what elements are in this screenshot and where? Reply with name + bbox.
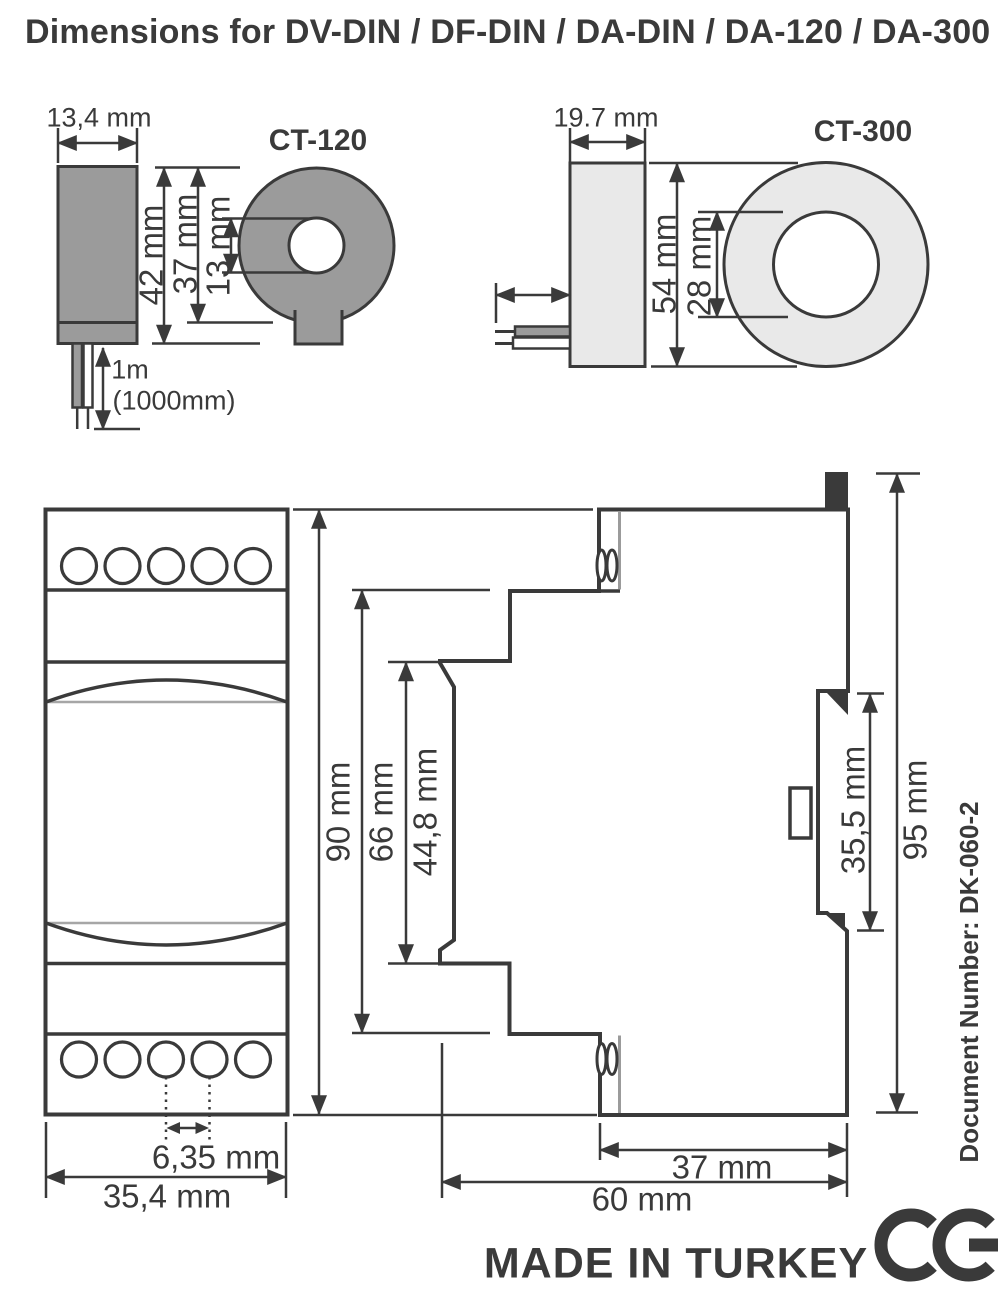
ct300-front-view <box>724 163 928 367</box>
ct120-ring-outer-label: 37 mm <box>166 193 204 295</box>
din-latch <box>790 788 811 838</box>
terminal-holes-top <box>62 549 271 584</box>
module-total-height-label: 95 mm <box>896 759 934 861</box>
ct120-ring-inner-label: 13 mm <box>199 195 237 297</box>
ct120-width-label: 13,4 mm <box>46 102 152 133</box>
page-title: Dimensions for DV-DIN / DF-DIN / DA-DIN / DA-120 / DA-300 <box>25 13 991 51</box>
document-number: Document Number: DK-060-2 <box>954 801 984 1163</box>
ct120-cable-length-label: 1m <box>111 354 149 385</box>
module-din-recess-label: 35,5 mm <box>834 745 872 875</box>
module-total-depth-label: 60 mm <box>591 1180 693 1218</box>
module-front-width-label: 35,4 mm <box>102 1177 232 1215</box>
ce-mark-icon <box>881 1215 998 1275</box>
module-side-view <box>440 472 848 1115</box>
ct120-cable-length-alt-label: (1000mm) <box>112 385 236 416</box>
module-front-height-label: 90 mm <box>319 761 357 863</box>
din-clip-top <box>825 472 848 511</box>
module-label-height-label: 44,8 mm <box>406 747 444 877</box>
ct120-height-label: 42 mm <box>132 204 170 306</box>
ct120-name: CT-120 <box>268 124 368 157</box>
module-rail-depth-label: 37 mm <box>671 1148 773 1186</box>
din-hook-upper <box>827 693 848 715</box>
module-front-view <box>46 510 288 1115</box>
ct300-width-label: 19.7 mm <box>553 102 659 133</box>
terminal-holes-bottom <box>62 1042 271 1077</box>
ct300-ring-inner-label: 28 mm <box>680 215 718 317</box>
ct120-front-view <box>239 168 394 344</box>
ct300-side-view <box>495 163 645 367</box>
module-mid-height-label: 66 mm <box>362 761 400 863</box>
ct300-name: CT-300 <box>813 115 913 148</box>
ct300-ring-outer-label: 54 mm <box>645 213 683 315</box>
module-terminal-pitch-label: 6,35 mm <box>151 1138 281 1176</box>
made-in-label: MADE IN TURKEY <box>483 1239 869 1288</box>
